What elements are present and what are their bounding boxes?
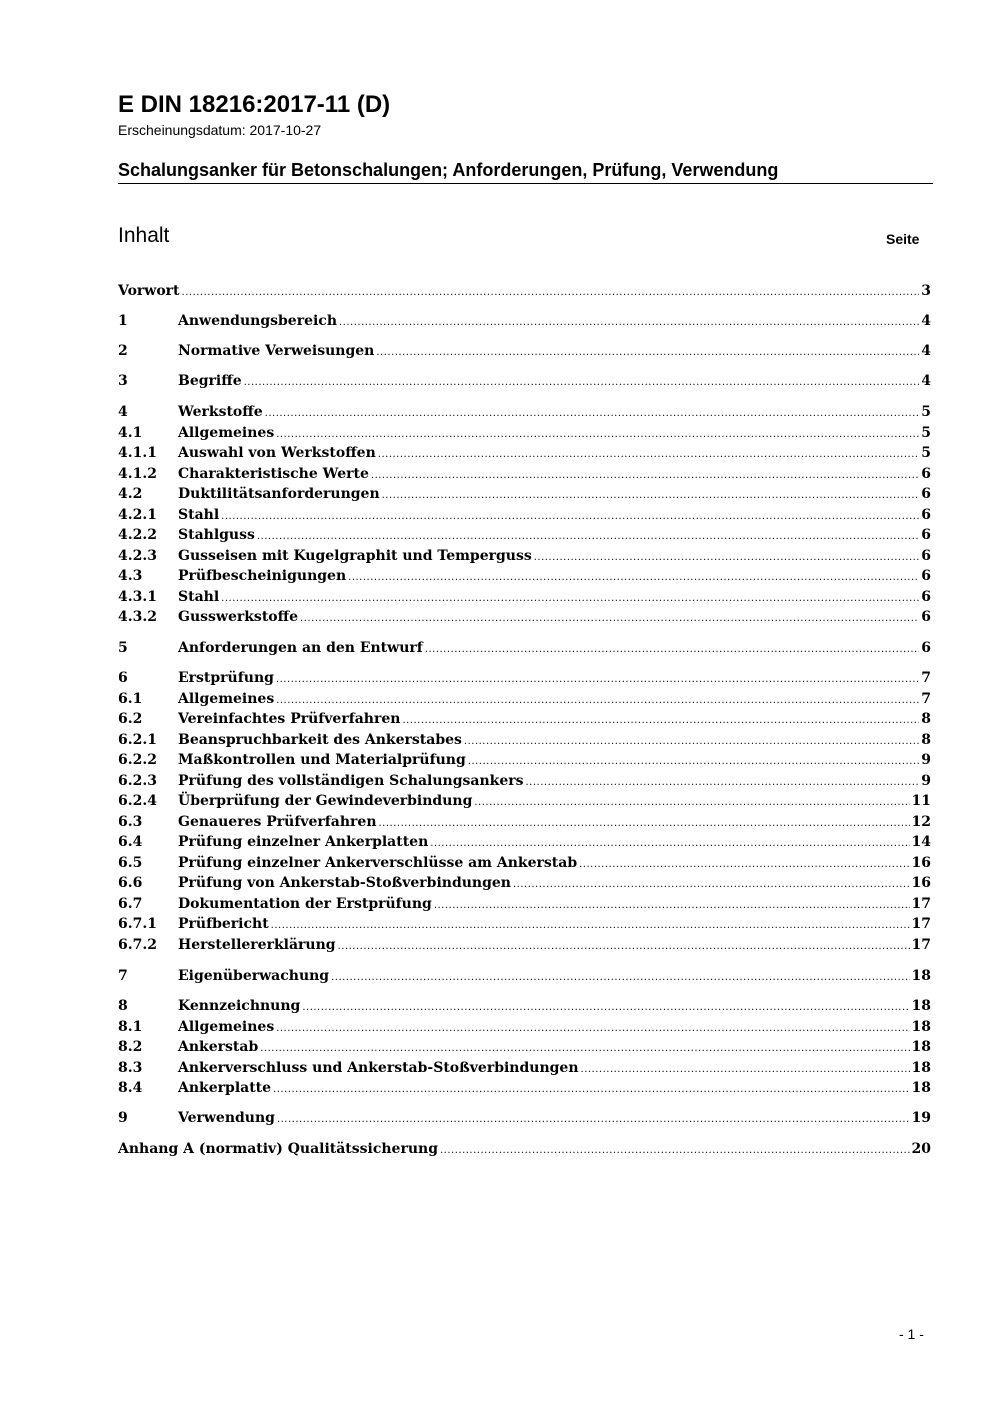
- toc-entry[interactable]: [118, 873, 931, 893]
- toc-entry-title: Gusseisen mit Kugelgraphit und Temperguss: [178, 548, 532, 564]
- toc-entry-number: 6: [118, 670, 128, 686]
- toc-entry[interactable]: [118, 894, 931, 914]
- toc-entry-title: Beanspruchbarkeit des Ankerstabes: [178, 732, 462, 748]
- toc-heading: Inhalt: [118, 224, 170, 247]
- toc-entry-number: 6.2.2: [118, 752, 157, 768]
- toc-entry-title: Allgemeines: [178, 691, 275, 707]
- toc-entry-title: Überprüfung der Gewindeverbindung: [178, 793, 473, 809]
- toc-entry-page: 14: [911, 834, 931, 850]
- toc-entry-title: Herstellererklärung: [178, 937, 336, 953]
- toc-entry-number: 6.2.1: [118, 732, 157, 748]
- toc-entry-number: 4.3: [118, 568, 143, 584]
- toc-entry-number: 6.3: [118, 814, 143, 830]
- toc-entry-number: 4.2.1: [118, 507, 157, 523]
- toc-dot-leader: [440, 1141, 910, 1161]
- toc-entry-page: 5: [921, 445, 931, 461]
- toc-entry-page: 20: [911, 1141, 931, 1157]
- toc-entry[interactable]: [118, 423, 931, 443]
- toc-dot-leader: [425, 640, 919, 660]
- toc-entry-number: 8.2: [118, 1039, 143, 1055]
- toc-dot-leader: [376, 343, 919, 363]
- toc-dot-leader: [276, 691, 919, 711]
- toc-entry-page: 7: [921, 691, 931, 707]
- toc-entry-number: 6.2: [118, 711, 143, 727]
- toc-entry-page: 8: [921, 732, 931, 748]
- toc-entry-number: 8.3: [118, 1060, 143, 1076]
- toc-entry[interactable]: [118, 1078, 931, 1098]
- toc-entry-title: Stahl: [178, 589, 220, 605]
- toc-entry[interactable]: [118, 730, 931, 750]
- toc-entry-title: Dokumentation der Erstprüfung: [178, 896, 432, 912]
- toc-entry-page: 5: [921, 425, 931, 441]
- document-id: E DIN 18216:2017-11 (D): [118, 91, 391, 118]
- toc-entry-number: 1: [118, 313, 128, 329]
- toc-entry-page: 8: [921, 711, 931, 727]
- toc-entry-title: Prüfung von Ankerstab-Stoßverbindungen: [178, 875, 511, 891]
- toc-entry-page: 6: [921, 589, 931, 605]
- toc-entry-number: 4.1.2: [118, 466, 157, 482]
- page-number: - 1 -: [899, 1326, 924, 1342]
- toc-entry-page: 3: [921, 283, 931, 299]
- toc-entry-title: Begriffe: [178, 373, 242, 389]
- toc-entry-title: Genaueres Prüfverfahren: [178, 814, 377, 830]
- toc-dot-leader: [579, 855, 909, 875]
- toc-entry-title: Prüfung des vollständigen Schalungsankers: [178, 773, 524, 789]
- toc-dot-leader: [257, 527, 919, 547]
- toc-entry[interactable]: [118, 638, 931, 658]
- toc-entry[interactable]: [118, 402, 931, 422]
- toc-entry-number: 6.2.4: [118, 793, 157, 809]
- toc-entry-title: Prüfung einzelner Ankerplatten: [178, 834, 429, 850]
- toc-entry-title: Werkstoffe: [178, 404, 263, 420]
- toc-entry[interactable]: [118, 832, 931, 852]
- toc-entry-title: Verwendung: [178, 1110, 275, 1126]
- toc-entry-title: Kennzeichnung: [178, 998, 301, 1014]
- toc-entry-number: 6.4: [118, 834, 143, 850]
- toc-dot-leader: [434, 896, 910, 916]
- toc-entry-page: 5: [921, 404, 931, 420]
- toc-entry-page: 18: [911, 1039, 931, 1055]
- toc-entry[interactable]: [118, 1017, 931, 1037]
- toc-entry-number: 4.2.3: [118, 548, 157, 564]
- toc-entry[interactable]: [118, 281, 931, 301]
- toc-entry-title: Prüfbescheinigungen: [178, 568, 347, 584]
- toc-entry-title: Duktilitätsanforderungen: [178, 486, 380, 502]
- toc-entry-title: Anhang A (normativ) Qualitätssicherung: [118, 1141, 438, 1157]
- toc-entry-page: 9: [921, 752, 931, 768]
- toc-entry-title: Maßkontrollen und Materialprüfung: [178, 752, 466, 768]
- toc-entry-number: 6.1: [118, 691, 143, 707]
- toc-entry[interactable]: [118, 546, 931, 566]
- toc-entry[interactable]: [118, 1058, 931, 1078]
- toc-dot-leader: [182, 283, 920, 303]
- toc-entry-page: 7: [921, 670, 931, 686]
- toc-entry-number: 6.5: [118, 855, 143, 871]
- toc-entry[interactable]: [118, 371, 931, 391]
- toc-dot-leader: [526, 773, 920, 793]
- toc-dot-leader: [276, 1019, 909, 1039]
- toc-entry[interactable]: [118, 587, 931, 607]
- toc-entry[interactable]: [118, 914, 931, 934]
- toc-entry[interactable]: [118, 791, 931, 811]
- toc-entry-page: 18: [911, 1060, 931, 1076]
- toc-entry-number: 4.3.1: [118, 589, 157, 605]
- toc-entry-page: 18: [911, 1019, 931, 1035]
- toc-dot-leader: [513, 875, 910, 895]
- toc-entry-title: Prüfung einzelner Ankerverschlüsse am Ankerstab: [178, 855, 578, 871]
- toc-entry-number: 6.7: [118, 896, 143, 912]
- toc-entry-title: Anforderungen an den Entwurf: [178, 640, 423, 656]
- toc-entry-page: 18: [911, 968, 931, 984]
- toc-entry-number: 4.2: [118, 486, 143, 502]
- publication-date: Erscheinungsdatum: 2017-10-27: [118, 122, 322, 138]
- toc-entry[interactable]: [118, 668, 931, 688]
- toc-entry-title: Charakteristische Werte: [178, 466, 369, 482]
- toc-entry-number: 5: [118, 640, 128, 656]
- toc-entry-title: Gusswerkstoffe: [178, 609, 299, 625]
- toc-dot-leader: [244, 373, 920, 393]
- toc-entry-number: 2: [118, 343, 128, 359]
- toc-entry[interactable]: [118, 484, 931, 504]
- toc-entry[interactable]: [118, 505, 931, 525]
- toc-entry-page: 6: [921, 507, 931, 523]
- toc-entry-page: 6: [921, 609, 931, 625]
- toc-entry-number: 6.7.1: [118, 916, 157, 932]
- toc-entry-title: Vereinfachtes Prüfverfahren: [178, 711, 401, 727]
- toc-entry-page: 6: [921, 527, 931, 543]
- toc-entry-number: 8.4: [118, 1080, 143, 1096]
- toc-entry-page: 6: [921, 568, 931, 584]
- toc-entry-title: Ankerplatte: [178, 1080, 272, 1096]
- toc-dot-leader: [430, 834, 909, 854]
- toc-entry-page: 18: [911, 998, 931, 1014]
- toc-entry[interactable]: [118, 996, 931, 1016]
- toc-entry-page: 4: [921, 313, 931, 329]
- toc-entry-number: 8.1: [118, 1019, 143, 1035]
- toc-dot-leader: [331, 968, 909, 988]
- toc-entry[interactable]: [118, 1108, 931, 1128]
- toc-dot-leader: [221, 589, 919, 609]
- toc-dot-leader: [221, 507, 919, 527]
- toc-entry-page: 17: [911, 896, 931, 912]
- toc-dot-leader: [277, 1110, 910, 1130]
- toc-entry-title: Prüfbericht: [178, 916, 269, 932]
- toc-entry-number: 4.3.2: [118, 609, 157, 625]
- toc-dot-leader: [468, 752, 919, 772]
- toc-entry-page: 17: [911, 937, 931, 953]
- toc-entry[interactable]: [118, 812, 931, 832]
- toc-entry[interactable]: [118, 966, 931, 986]
- toc-entry-title: Erstprüfung: [178, 670, 274, 686]
- toc-entry[interactable]: [118, 935, 931, 955]
- toc-entry-page: 6: [921, 548, 931, 564]
- toc-entry-page: 4: [921, 343, 931, 359]
- toc-entry-title: Normative Verweisungen: [178, 343, 375, 359]
- toc-entry-page: 11: [911, 793, 931, 809]
- toc-entry[interactable]: [118, 311, 931, 331]
- toc-entry-number: 4.1: [118, 425, 143, 441]
- toc-dot-leader: [302, 998, 909, 1018]
- toc-entry-page: 9: [921, 773, 931, 789]
- toc-page-heading: Seite: [886, 231, 920, 247]
- toc-entry-title: Stahlguss: [178, 527, 255, 543]
- toc-dot-leader: [265, 404, 920, 424]
- toc-entry-number: 6.6: [118, 875, 143, 891]
- toc-entry-number: 9: [118, 1110, 128, 1126]
- toc-entry[interactable]: [118, 464, 931, 484]
- toc-dot-leader: [379, 814, 910, 834]
- toc-entry-title: Anwendungsbereich: [178, 313, 337, 329]
- toc-entry[interactable]: [118, 525, 931, 545]
- toc-dot-leader: [271, 916, 910, 936]
- toc-entry-number: 3: [118, 373, 128, 389]
- toc-entry-number: 8: [118, 998, 128, 1014]
- toc-entry[interactable]: [118, 1037, 931, 1057]
- toc-entry-title: Ankerverschluss und Ankerstab-Stoßverbindungen: [178, 1060, 579, 1076]
- document-subject: Schalungsanker für Betonschalungen; Anforderungen, Prüfung, Verwendung: [118, 160, 779, 180]
- toc-entry-title: Allgemeines: [178, 1019, 275, 1035]
- toc-dot-leader: [378, 445, 919, 465]
- toc-entry-title: Eigenüberwachung: [178, 968, 330, 984]
- toc-dot-leader: [260, 1039, 909, 1059]
- toc-entry-page: 17: [911, 916, 931, 932]
- toc-entry-title: Ankerstab: [178, 1039, 259, 1055]
- toc-dot-leader: [371, 466, 919, 486]
- toc-entry-number: 6.2.3: [118, 773, 157, 789]
- header-divider: [118, 183, 933, 184]
- toc-entry-page: 16: [911, 875, 931, 891]
- toc-entry-page: 6: [921, 640, 931, 656]
- toc-entry-page: 18: [911, 1080, 931, 1096]
- toc-dot-leader: [474, 793, 909, 813]
- toc-entry-title: Stahl: [178, 507, 220, 523]
- toc-entry-number: 4: [118, 404, 128, 420]
- toc-entry[interactable]: [118, 566, 931, 586]
- toc-entry-number: 7: [118, 968, 128, 984]
- toc-entry[interactable]: [118, 771, 931, 791]
- toc-dot-leader: [339, 313, 919, 333]
- toc-dot-leader: [348, 568, 919, 588]
- toc-dot-leader: [300, 609, 919, 629]
- toc-entry-page: 4: [921, 373, 931, 389]
- toc-dot-leader: [276, 425, 919, 445]
- toc-entry[interactable]: [118, 750, 931, 770]
- toc-entry-page: 19: [911, 1110, 931, 1126]
- toc-entry[interactable]: [118, 341, 931, 361]
- toc-entry-page: 12: [911, 814, 931, 830]
- toc-entry-title: Allgemeines: [178, 425, 275, 441]
- toc-entry-title: Auswahl von Werkstoffen: [178, 445, 376, 461]
- toc-entry[interactable]: [118, 853, 931, 873]
- toc-entry-page: 16: [911, 855, 931, 871]
- toc-entry-page: 6: [921, 486, 931, 502]
- toc-dot-leader: [402, 711, 919, 731]
- toc-dot-leader: [276, 670, 919, 690]
- toc-entry[interactable]: [118, 709, 931, 729]
- toc-entry-number: 4.2.2: [118, 527, 157, 543]
- toc-dot-leader: [581, 1060, 910, 1080]
- toc-entry[interactable]: [118, 1139, 931, 1159]
- toc-entry-number: 4.1.1: [118, 445, 157, 461]
- toc-entry[interactable]: [118, 689, 931, 709]
- toc-dot-leader: [464, 732, 919, 752]
- toc-dot-leader: [273, 1080, 909, 1100]
- toc-entry-title: Vorwort: [118, 283, 180, 299]
- toc-entry-page: 6: [921, 466, 931, 482]
- toc-entry-number: 6.7.2: [118, 937, 157, 953]
- toc-dot-leader: [338, 937, 910, 957]
- toc-dot-leader: [382, 486, 920, 506]
- toc-dot-leader: [534, 548, 920, 568]
- toc-entry[interactable]: [118, 443, 931, 463]
- toc-entry[interactable]: [118, 607, 931, 627]
